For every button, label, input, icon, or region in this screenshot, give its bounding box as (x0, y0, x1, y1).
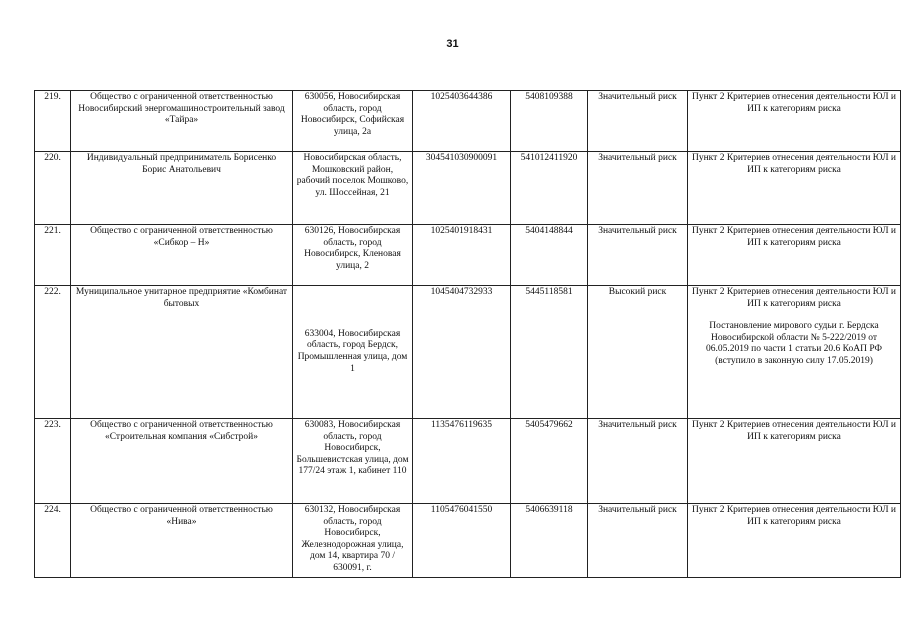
court-decision: Постановление мирового судьи г. Бердска Новосибирской области № 5-222/2019 от 06.05.2019 по части 1 статьи 20.6 КоАП РФ (вступило в законную силу 17.05.2019) (705, 321, 882, 366)
row-number: 222. (35, 286, 71, 419)
inn: 5445118581 (511, 286, 588, 419)
basis-cell (688, 286, 901, 419)
table-row (35, 152, 901, 225)
risk-category: Значительный риск (588, 504, 688, 578)
basis: Пункт 2 Критериев отнесения деятельности ЮЛ и ИП к категориям риска (688, 419, 901, 504)
address: 630056, Новосибирская область, город Новосибирск, Софийская улица, 2а (293, 91, 413, 152)
address: 630126, Новосибирская область, город Новосибирск, Кленовая улица, 2 (293, 225, 413, 286)
risk-category: Значительный риск (588, 152, 688, 225)
inn: 5404148844 (511, 225, 588, 286)
risk-category: Значительный риск (588, 419, 688, 504)
basis: Пункт 2 Критериев отнесения деятельности ЮЛ и ИП к категориям риска (688, 504, 901, 578)
basis: Пункт 2 Критериев отнесения деятельности ЮЛ и ИП к категориям риска (688, 225, 901, 286)
address: Новосибирская область, Мошковский район, рабочий поселок Мошково, ул. Шоссейная, 21 (293, 152, 413, 225)
table-row (35, 286, 901, 419)
table-row (35, 91, 901, 152)
ogrn: 1045404732933 (413, 286, 511, 419)
row-number: 221. (35, 225, 71, 286)
organization-name: Общество с ограниченной ответственностью «Сибкор – Н» (71, 225, 293, 286)
ogrn: 1135476119635 (413, 419, 511, 504)
ogrn: 1025401918431 (413, 225, 511, 286)
inn: 5405479662 (511, 419, 588, 504)
table-row (35, 225, 901, 286)
risk-category: Высокий риск (588, 286, 688, 419)
ogrn: 1025403644386 (413, 91, 511, 152)
table-row (35, 504, 901, 578)
inn: 541012411920 (511, 152, 588, 225)
row-number: 220. (35, 152, 71, 225)
ogrn: 1105476041550 (413, 504, 511, 578)
row-number: 219. (35, 91, 71, 152)
basis: Пункт 2 Критериев отнесения деятельности ЮЛ и ИП к категориям риска (688, 91, 901, 152)
registry-table (34, 90, 901, 578)
basis: Пункт 2 Критериев отнесения деятельности ЮЛ и ИП к категориям риска (688, 152, 901, 225)
address: 630132, Новосибирская область, город Новосибирск, Железнодорожная улица, дом 14, квартира 70 / 630091, г. (293, 504, 413, 578)
basis: Пункт 2 Критериев отнесения деятельности ЮЛ и ИП к категориям риска (691, 287, 896, 309)
organization-name: Общество с ограниченной ответственностью «Строительная компания «Сибстрой» (71, 419, 293, 504)
address: 630083, Новосибирская область, город Новосибирск, Большевистская улица, дом 177/24 этаж 1, кабинет 110 (293, 419, 413, 504)
organization-name: Общество с ограниченной ответственностью Новосибирский энергомашиностроительный завод «Тайра» (71, 91, 293, 152)
address: 633004, Новосибирская область, город Бердск, Промышленная улица, дом 1 (293, 286, 413, 419)
page-number: 31 (446, 38, 459, 50)
risk-category: Значительный риск (588, 225, 688, 286)
organization-name: Муниципальное унитарное предприятие «Комбинат бытовых (71, 286, 293, 419)
organization-name: Общество с ограниченной ответственностью «Нива» (71, 504, 293, 578)
row-number: 224. (35, 504, 71, 578)
organization-name: Индивидуальный предприниматель Борисенко Борис Анатольевич (71, 152, 293, 225)
ogrn: 304541030900091 (413, 152, 511, 225)
inn: 5406639118 (511, 504, 588, 578)
table-row (35, 419, 901, 504)
row-number: 223. (35, 419, 71, 504)
inn: 5408109388 (511, 91, 588, 152)
risk-category: Значительный риск (588, 91, 688, 152)
